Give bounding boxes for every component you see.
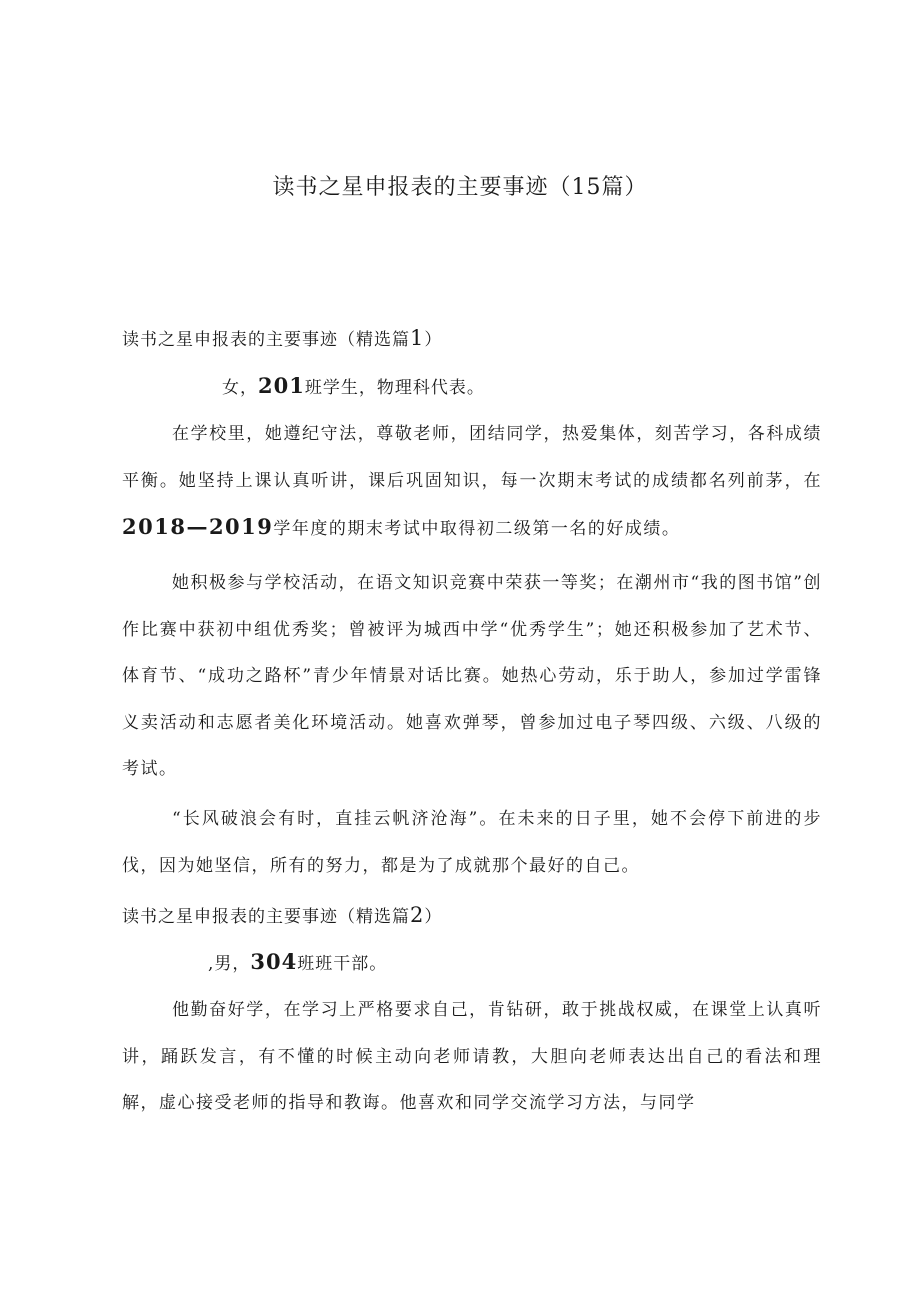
section-2-intro (208, 947, 387, 979)
section-1-heading-prefix: 读书之星申报表的主要事迹（精选篇 (122, 330, 410, 350)
section-1-intro-number: 201 (258, 373, 305, 398)
section-2-heading-suffix: ） (424, 907, 443, 927)
section-2-paragraph-1: 他勤奋好学，在学习上严格要求自己，肯钻研，敢于挑战权威，在课堂上认真听讲，踊跃发言，有不懂的时候主动向老师请教，大胆向老师表达出自己的看法和理解，虚心接受老师的指导和教诲。他喜欢和同学交流学习方法，与同学 (122, 1000, 822, 1113)
section-1-heading (122, 323, 442, 355)
section-1-paragraph-1-after: 学年度的期末考试中取得初二级第一名的好成绩。 (273, 519, 681, 539)
section-1-paragraph-1 (122, 411, 822, 553)
section-1-intro-suffix: 班学生，物理科代表。 (304, 378, 485, 398)
section-1-intro-prefix: 女， (222, 378, 258, 398)
section-1-paragraph-1-before: 在学校里，她遵纪守法，尊敬老师，团结同学，热爱集体，刻苦学习，各科成绩平衡。她坚持上课认真听讲，课后巩固知识，每一次期末考试的成绩都名列前茅，在 (122, 424, 822, 491)
section-2-heading (122, 900, 442, 932)
document-title: 读书之星申报表的主要事迹（15篇） (272, 175, 648, 200)
section-1-intro (222, 371, 485, 403)
section-2-intro-prefix: ,男， (208, 954, 251, 974)
section-1-paragraph-2: 她积极参与学校活动，在语文知识竞赛中荣获一等奖；在潮州市“我的图书馆”创作比赛中获初中组优秀奖；曾被评为城西中学“优秀学生”；她还积极参加了艺术节、体育节、“成功之路杯”青少年情景对话比赛。她热心劳动，乐于助人，参加过学雷锋义卖活动和志愿者美化环境活动。她喜欢弹琴，曾参加过电子琴四级、六级、八级的考试。 (122, 573, 822, 779)
section-2-heading-number: 2 (410, 903, 425, 927)
section-2-heading-prefix: 读书之星申报表的主要事迹（精选篇 (122, 907, 410, 927)
section-2-intro-suffix: 班班干部。 (297, 954, 388, 974)
section-1-heading-number: 1 (410, 326, 425, 350)
section-1-heading-suffix: ） (424, 330, 443, 350)
section-2-intro-number: 304 (250, 949, 298, 974)
section-1-paragraph-1-number: 2018—2019 (122, 514, 274, 539)
section-1-paragraph-3: “长风破浪会有时，直挂云帆济沧海”。在未来的日子里，她不会停下前进的步伐，因为她坚信，所有的努力，都是为了成就那个最好的自己。 (122, 809, 822, 876)
